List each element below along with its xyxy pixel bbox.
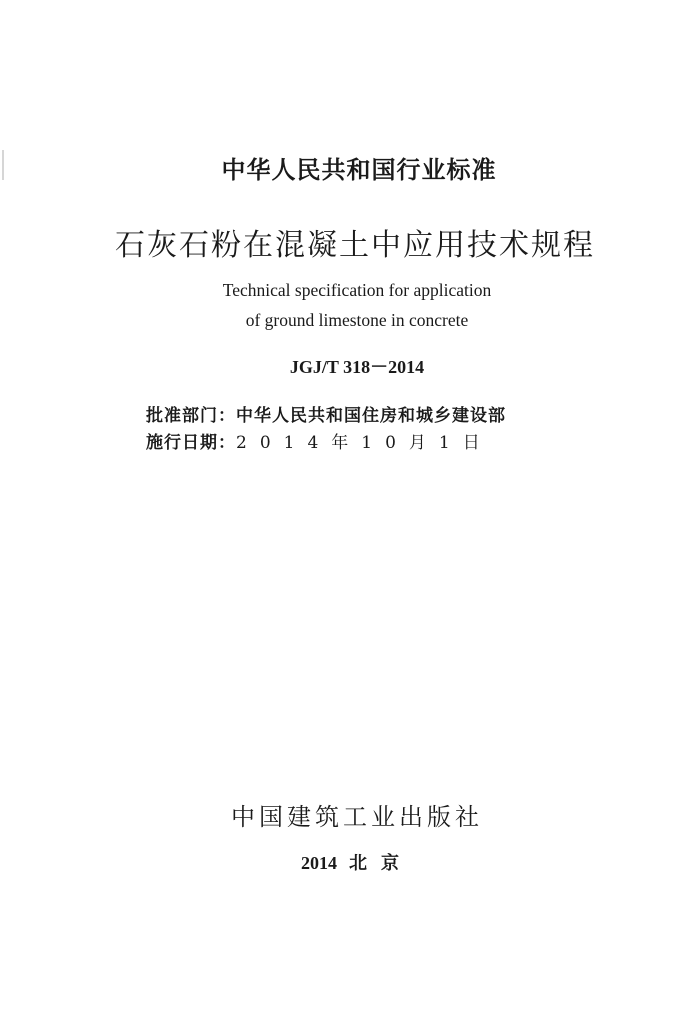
publisher-name: 中国建筑工业出版社 bbox=[231, 803, 483, 831]
effective-date-label: 施行日期： bbox=[146, 433, 236, 453]
document-title-english-line1: Technical specification for application bbox=[222, 280, 492, 300]
publication-year: 2014 bbox=[301, 853, 337, 873]
approval-department-label: 批准部门： bbox=[146, 406, 236, 426]
effective-date-row bbox=[146, 428, 493, 453]
document-title-english-line2: of ground limestone in concrete bbox=[245, 310, 469, 330]
approval-department-value: 中华人民共和国住房和城乡建设部 bbox=[236, 406, 506, 426]
standard-series-title: 中华人民共和国行业标准 bbox=[221, 156, 497, 184]
approval-department-row bbox=[146, 401, 506, 426]
standard-code: JGJ/T 318－2014 bbox=[289, 357, 425, 377]
publication-city: 北京 bbox=[349, 853, 413, 874]
effective-date-value: 2014年10月1日 bbox=[236, 433, 493, 453]
publication-info bbox=[0, 849, 692, 875]
document-title-chinese: 石灰石粉在混凝土中应用技术规程 bbox=[115, 228, 595, 263]
